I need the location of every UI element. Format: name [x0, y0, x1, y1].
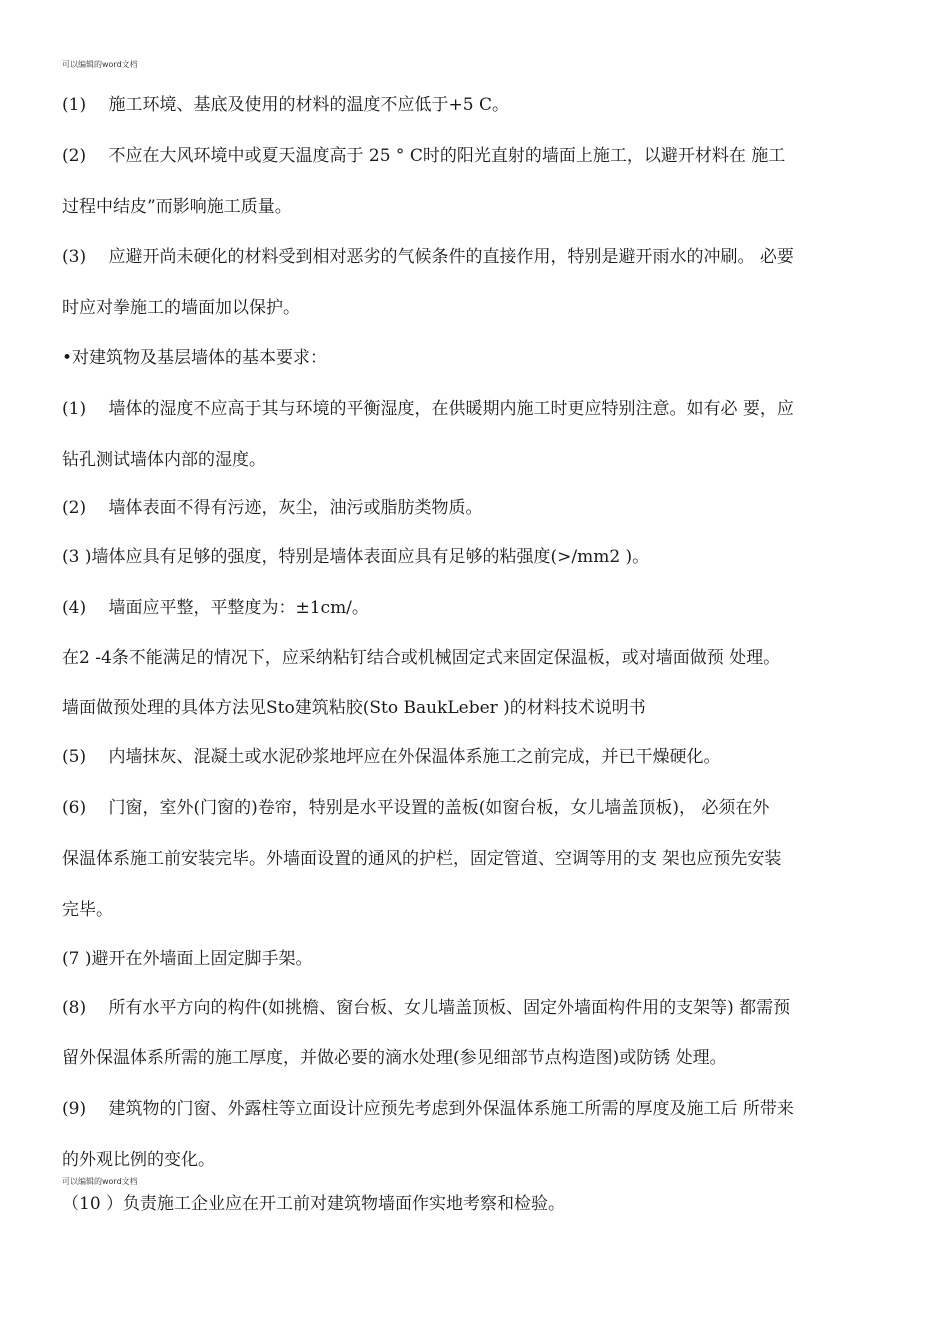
text-line: 过程中结皮”而影响施工质量。	[62, 197, 292, 217]
text-line: （10 ）负责施工企业应在开工前对建筑物墙面作实地考察和检验。	[62, 1194, 566, 1214]
text-line: (3) 应避开尚未硬化的材料受到相对恶劣的气候条件的直接作用，特别是避开雨水的冲刷。 必要	[62, 247, 794, 267]
text-line: 在2 -4条不能满足的情况下，应采纳粘钉结合或机械固定式来固定保温板，或对墙面做预 处理。	[62, 648, 781, 668]
text-line: •对建筑物及基层墙体的基本要求：	[62, 348, 328, 368]
text-line: 墙面做预处理的具体方法见Sto建筑粘胶(Sto BaukLeber )的材料技术说明书	[62, 698, 646, 718]
footer-watermark: 可以编辑的word文档	[62, 1177, 138, 1186]
text-line: (8) 所有水平方向的构件(如挑檐、窗台板、女儿墙盖顶板、固定外墙面构件用的支架等) 都需预	[62, 998, 791, 1018]
text-line: (1) 墙体的湿度不应高于其与环境的平衡湿度，在供暖期内施工时更应特别注意。如有必 要，应	[62, 399, 794, 419]
text-line: (9) 建筑物的门窗、外露柱等立面设计应预先考虑到外保温体系施工所需的厚度及施工后 所带来	[62, 1099, 794, 1119]
text-line: 保温体系施工前安装完毕。外墙面设置的通风的护栏，固定管道、空调等用的支 架也应预先安装	[62, 849, 782, 869]
header-watermark: 可以编辑的word文档	[62, 60, 138, 69]
text-line: (1) 施工环境、基底及使用的材料的温度不应低于+5 C。	[62, 95, 509, 115]
text-line: (4) 墙面应平整，平整度为：±1cm/。	[62, 598, 369, 618]
text-line: (6) 门窗，室外(门窗的)卷帘，特别是水平设置的盖板(如窗台板，女儿墙盖顶板)， 必须在外	[62, 798, 770, 818]
text-line: 留外保温体系所需的施工厚度，并做必要的滴水处理(参见细部节点构造图)或防锈 处理。	[62, 1048, 727, 1068]
text-line: 时应对拳施工的墙面加以保护。	[62, 298, 300, 318]
text-line: (7 )避开在外墙面上固定脚手架。	[62, 949, 313, 969]
text-line: (2) 不应在大风环境中或夏天温度高于 25 ° C时的阳光直射的墙面上施工，以避开材料在 施工	[62, 146, 786, 166]
text-line: 的外观比例的变化。	[62, 1150, 215, 1170]
text-line: (5) 内墙抹灰、混凝土或水泥砂浆地坪应在外保温体系施工之前完成，并已干燥硬化。	[62, 747, 721, 767]
text-line: 钻孔测试墙体内部的湿度。	[62, 450, 266, 470]
text-line: (3 )墙体应具有足够的强度，特别是墙体表面应具有足够的粘强度(>/mm2 )。	[62, 547, 650, 567]
text-line: (2) 墙体表面不得有污迹，灰尘，油污或脂肪类物质。	[62, 498, 483, 518]
text-line: 完毕。	[62, 900, 113, 920]
